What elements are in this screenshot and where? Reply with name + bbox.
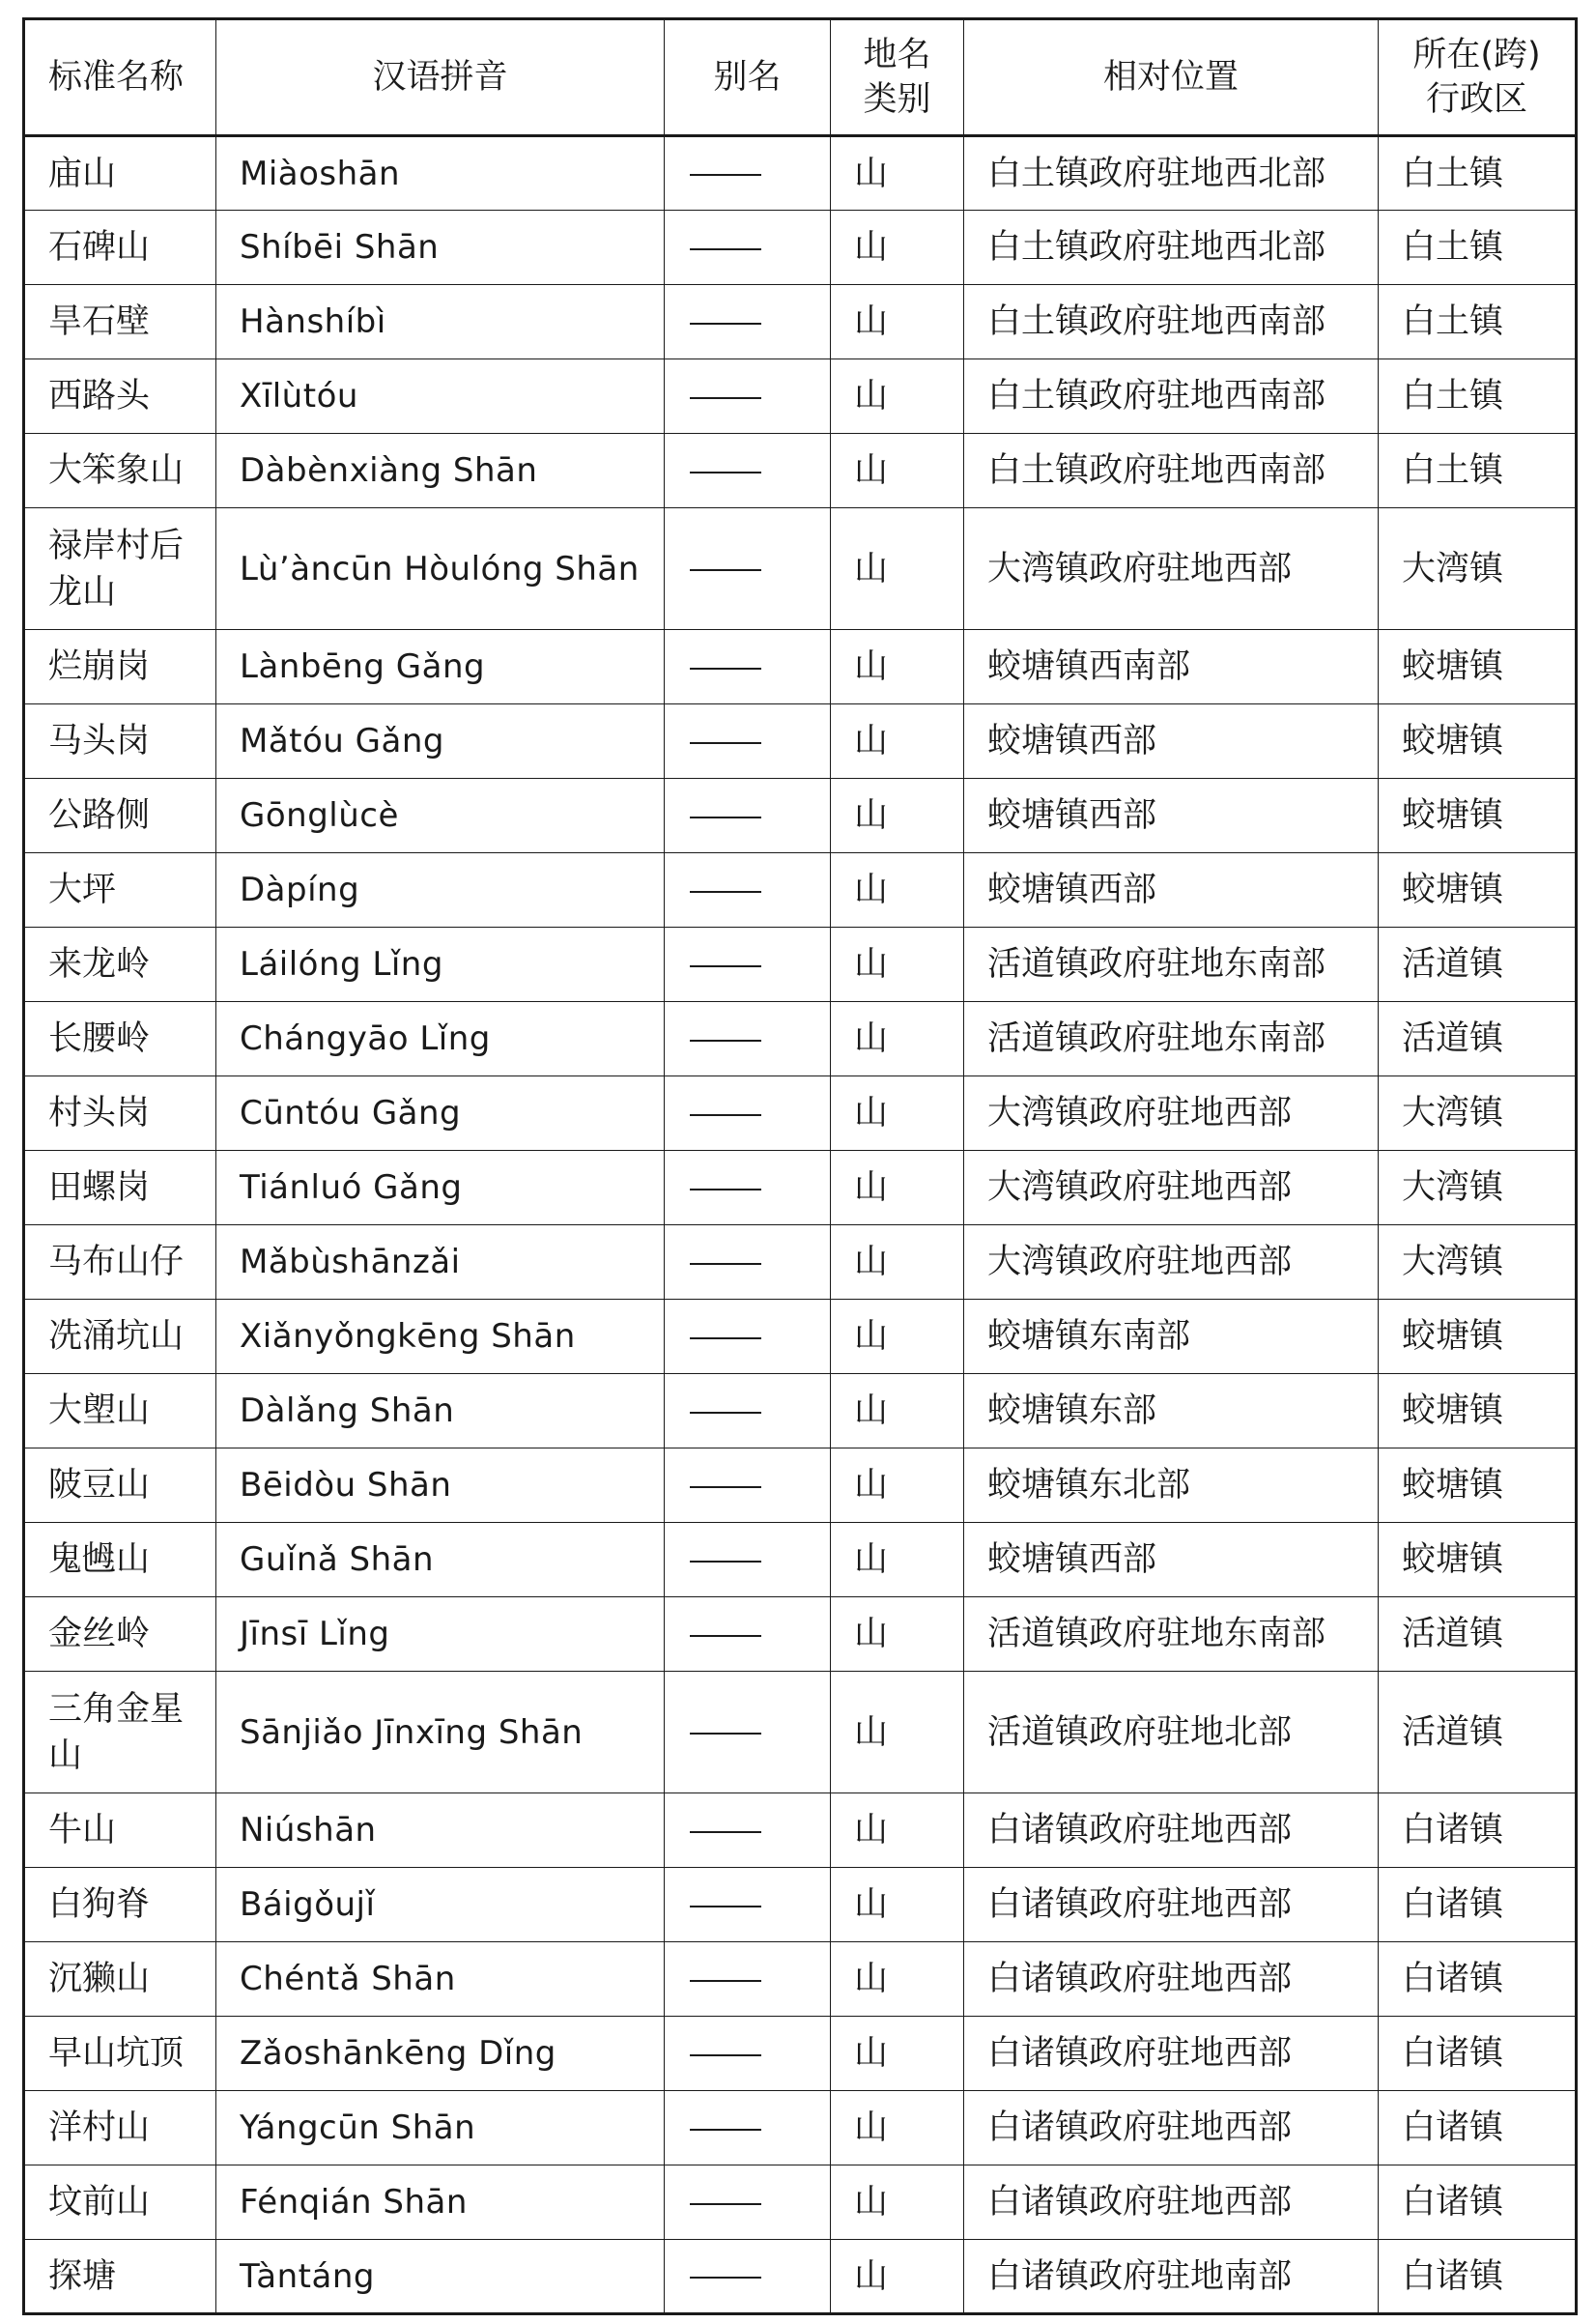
alias-dash: [690, 817, 761, 818]
cell-position: 白诸镇政府驻地南部: [964, 2240, 1379, 2314]
table-row: [24, 1300, 1577, 1374]
cell-district: 白土镇: [1379, 211, 1577, 285]
cell-position: 白诸镇政府驻地西部: [964, 1942, 1379, 2017]
cell-category: 山: [831, 1942, 964, 2017]
cell-alias: [665, 2017, 831, 2091]
header-district: [1379, 19, 1577, 136]
cell-pinyin: Lànbēng Gǎng: [216, 630, 665, 704]
cell-name: 坟前山: [24, 2165, 216, 2240]
header-position: 相对位置: [964, 19, 1379, 136]
cell-name: 陂豆山: [24, 1448, 216, 1523]
table-row: [24, 211, 1577, 285]
table-row: [24, 285, 1577, 359]
alias-dash: [690, 668, 761, 670]
cell-name: 沉獭山: [24, 1942, 216, 2017]
alias-dash: [690, 1635, 761, 1637]
cell-alias: [665, 1448, 831, 1523]
cell-position: 活道镇政府驻地东南部: [964, 1597, 1379, 1672]
cell-district: 白诸镇: [1379, 2017, 1577, 2091]
table-row: [24, 1868, 1577, 1942]
table-row: [24, 1374, 1577, 1448]
cell-alias: [665, 434, 831, 508]
header-name: 标准名称: [24, 19, 216, 136]
cell-name: 石碑山: [24, 211, 216, 285]
cell-pinyin: Yángcūn Shān: [216, 2091, 665, 2165]
table-row: [24, 1672, 1577, 1793]
cell-district: 白诸镇: [1379, 2091, 1577, 2165]
cell-position: 白诸镇政府驻地西部: [964, 2165, 1379, 2240]
alias-dash: [690, 1831, 761, 1833]
cell-position: 白土镇政府驻地西北部: [964, 136, 1379, 211]
cell-alias: [665, 704, 831, 779]
cell-category: 山: [831, 1793, 964, 1868]
cell-name: 烂崩岗: [24, 630, 216, 704]
cell-category: 山: [831, 1523, 964, 1597]
cell-district: 蛟塘镇: [1379, 704, 1577, 779]
cell-district: 大湾镇: [1379, 1225, 1577, 1300]
cell-district: 活道镇: [1379, 1597, 1577, 1672]
cell-position: 蛟塘镇西部: [964, 704, 1379, 779]
cell-pinyin: Zǎoshānkēng Dǐng: [216, 2017, 665, 2091]
cell-category: 山: [831, 1076, 964, 1151]
header-alias: 别名: [665, 19, 831, 136]
table-row: [24, 630, 1577, 704]
cell-district: 白诸镇: [1379, 1868, 1577, 1942]
cell-alias: [665, 1076, 831, 1151]
cell-alias: [665, 285, 831, 359]
cell-alias: [665, 1151, 831, 1225]
cell-district: 活道镇: [1379, 1672, 1577, 1793]
cell-name: 田螺岗: [24, 1151, 216, 1225]
cell-pinyin: Guǐnǎ Shān: [216, 1523, 665, 1597]
cell-pinyin: Dàlǎng Shān: [216, 1374, 665, 1448]
table-row: [24, 1225, 1577, 1300]
cell-name: 禄岸村后龙山: [24, 508, 216, 630]
table-row: [24, 2165, 1577, 2240]
cell-category: 山: [831, 434, 964, 508]
table-row: [24, 1942, 1577, 2017]
cell-position: 大湾镇政府驻地西部: [964, 1151, 1379, 1225]
cell-district: 活道镇: [1379, 1002, 1577, 1076]
cell-alias: [665, 136, 831, 211]
alias-dash: [690, 174, 761, 176]
table-row: [24, 1002, 1577, 1076]
cell-district: 蛟塘镇: [1379, 630, 1577, 704]
cell-position: 白土镇政府驻地西南部: [964, 359, 1379, 434]
alias-dash: [690, 1486, 761, 1488]
cell-name: 来龙岭: [24, 928, 216, 1002]
table-row: [24, 704, 1577, 779]
cell-category: 山: [831, 1151, 964, 1225]
header-category-line2: 类别: [863, 80, 931, 119]
alias-dash: [690, 472, 761, 473]
cell-position: 大湾镇政府驻地西部: [964, 1225, 1379, 1300]
alias-dash: [690, 1733, 761, 1735]
cell-category: 山: [831, 211, 964, 285]
cell-district: 大湾镇: [1379, 508, 1577, 630]
cell-district: 白诸镇: [1379, 2240, 1577, 2314]
cell-district: 白诸镇: [1379, 1942, 1577, 2017]
cell-pinyin: Mǎtóu Gǎng: [216, 704, 665, 779]
cell-district: 蛟塘镇: [1379, 853, 1577, 928]
cell-category: 山: [831, 1597, 964, 1672]
header-pinyin: 汉语拼音: [216, 19, 665, 136]
cell-district: 白诸镇: [1379, 1793, 1577, 1868]
cell-alias: [665, 211, 831, 285]
cell-category: 山: [831, 704, 964, 779]
cell-district: 蛟塘镇: [1379, 1448, 1577, 1523]
alias-dash: [690, 1189, 761, 1190]
cell-pinyin: Xiǎnyǒngkēng Shān: [216, 1300, 665, 1374]
cell-pinyin: Xīlùtóu: [216, 359, 665, 434]
cell-pinyin: Lù’àncūn Hòulóng Shān: [216, 508, 665, 630]
alias-dash: [690, 1561, 761, 1563]
cell-position: 蛟塘镇东部: [964, 1374, 1379, 1448]
cell-name: 冼涌坑山: [24, 1300, 216, 1374]
cell-pinyin: Hànshíbì: [216, 285, 665, 359]
cell-name: 长腰岭: [24, 1002, 216, 1076]
table-row: [24, 2240, 1577, 2314]
cell-category: 山: [831, 1672, 964, 1793]
table-row: [24, 779, 1577, 853]
cell-pinyin: Bēidòu Shān: [216, 1448, 665, 1523]
table-row: [24, 853, 1577, 928]
cell-pinyin: Dàbènxiàng Shān: [216, 434, 665, 508]
cell-alias: [665, 779, 831, 853]
cell-category: 山: [831, 2091, 964, 2165]
table-row: [24, 508, 1577, 630]
cell-category: 山: [831, 136, 964, 211]
alias-dash: [690, 248, 761, 250]
cell-category: 山: [831, 2165, 964, 2240]
alias-dash: [690, 891, 761, 893]
cell-district: 白土镇: [1379, 359, 1577, 434]
cell-district: 大湾镇: [1379, 1076, 1577, 1151]
cell-alias: [665, 1002, 831, 1076]
cell-category: 山: [831, 630, 964, 704]
header-district-line1: 所在(跨): [1412, 36, 1541, 74]
cell-name: 大笨象山: [24, 434, 216, 508]
cell-position: 白诸镇政府驻地西部: [964, 2091, 1379, 2165]
cell-category: 山: [831, 2240, 964, 2314]
alias-dash: [690, 965, 761, 967]
cell-category: 山: [831, 1868, 964, 1942]
cell-pinyin: Cūntóu Gǎng: [216, 1076, 665, 1151]
cell-pinyin: Shíbēi Shān: [216, 211, 665, 285]
cell-alias: [665, 1374, 831, 1448]
cell-alias: [665, 359, 831, 434]
cell-category: 山: [831, 508, 964, 630]
cell-position: 蛟塘镇西部: [964, 853, 1379, 928]
table-row: [24, 928, 1577, 1002]
alias-dash: [690, 1980, 761, 1982]
cell-category: 山: [831, 853, 964, 928]
cell-name: 金丝岭: [24, 1597, 216, 1672]
alias-dash: [690, 2277, 761, 2279]
cell-pinyin: Gōnglùcè: [216, 779, 665, 853]
cell-pinyin: Chéntǎ Shān: [216, 1942, 665, 2017]
table-row: [24, 1448, 1577, 1523]
cell-name: 庙山: [24, 136, 216, 211]
table-row: [24, 1076, 1577, 1151]
header-row: [24, 19, 1577, 136]
cell-district: 蛟塘镇: [1379, 1300, 1577, 1374]
cell-position: 白诸镇政府驻地西部: [964, 1793, 1379, 1868]
cell-district: 大湾镇: [1379, 1151, 1577, 1225]
cell-name: 大坪: [24, 853, 216, 928]
alias-dash: [690, 1337, 761, 1339]
cell-position: 蛟塘镇东北部: [964, 1448, 1379, 1523]
cell-position: 白诸镇政府驻地西部: [964, 2017, 1379, 2091]
cell-alias: [665, 2240, 831, 2314]
cell-pinyin: Tiánluó Gǎng: [216, 1151, 665, 1225]
cell-district: 白土镇: [1379, 285, 1577, 359]
cell-alias: [665, 1942, 831, 2017]
cell-name: 西路头: [24, 359, 216, 434]
cell-district: 蛟塘镇: [1379, 779, 1577, 853]
cell-position: 白诸镇政府驻地西部: [964, 1868, 1379, 1942]
cell-category: 山: [831, 1300, 964, 1374]
alias-dash: [690, 569, 761, 571]
table-row: [24, 2091, 1577, 2165]
cell-name: 白狗脊: [24, 1868, 216, 1942]
cell-name: 马头岗: [24, 704, 216, 779]
cell-name: 探塘: [24, 2240, 216, 2314]
alias-dash: [690, 397, 761, 399]
cell-position: 白土镇政府驻地西南部: [964, 285, 1379, 359]
cell-alias: [665, 1300, 831, 1374]
cell-alias: [665, 928, 831, 1002]
cell-alias: [665, 1793, 831, 1868]
cell-pinyin: Báigǒujǐ: [216, 1868, 665, 1942]
alias-dash: [690, 2203, 761, 2205]
cell-pinyin: Mǎbùshānzǎi: [216, 1225, 665, 1300]
table-row: [24, 1151, 1577, 1225]
cell-alias: [665, 1523, 831, 1597]
cell-position: 活道镇政府驻地北部: [964, 1672, 1379, 1793]
cell-position: 蛟塘镇西部: [964, 779, 1379, 853]
alias-dash: [690, 1040, 761, 1042]
cell-alias: [665, 1868, 831, 1942]
table-row: [24, 1793, 1577, 1868]
cell-alias: [665, 2165, 831, 2240]
cell-alias: [665, 853, 831, 928]
cell-district: 蛟塘镇: [1379, 1374, 1577, 1448]
cell-district: 白土镇: [1379, 136, 1577, 211]
cell-position: 白土镇政府驻地西南部: [964, 434, 1379, 508]
cell-district: 白诸镇: [1379, 2165, 1577, 2240]
cell-name: 公路侧: [24, 779, 216, 853]
table-row: [24, 434, 1577, 508]
cell-category: 山: [831, 1002, 964, 1076]
cell-district: 蛟塘镇: [1379, 1523, 1577, 1597]
cell-category: 山: [831, 1374, 964, 1448]
cell-pinyin: Sānjiǎo Jīnxīng Shān: [216, 1672, 665, 1793]
cell-alias: [665, 2091, 831, 2165]
cell-name: 鬼乸山: [24, 1523, 216, 1597]
cell-category: 山: [831, 1448, 964, 1523]
cell-category: 山: [831, 928, 964, 1002]
cell-position: 大湾镇政府驻地西部: [964, 508, 1379, 630]
alias-dash: [690, 323, 761, 325]
cell-category: 山: [831, 779, 964, 853]
cell-pinyin: Fénqián Shān: [216, 2165, 665, 2240]
place-name-table: [22, 17, 1578, 2315]
cell-name: 大塱山: [24, 1374, 216, 1448]
cell-position: 蛟塘镇西南部: [964, 630, 1379, 704]
alias-dash: [690, 2054, 761, 2056]
alias-dash: [690, 1906, 761, 1907]
cell-position: 蛟塘镇西部: [964, 1523, 1379, 1597]
cell-district: 活道镇: [1379, 928, 1577, 1002]
table-row: [24, 1597, 1577, 1672]
alias-dash: [690, 742, 761, 744]
cell-pinyin: Dàpíng: [216, 853, 665, 928]
cell-category: 山: [831, 2017, 964, 2091]
cell-name: 三角金星山: [24, 1672, 216, 1793]
cell-name: 牛山: [24, 1793, 216, 1868]
cell-pinyin: Láilóng Lǐng: [216, 928, 665, 1002]
cell-position: 蛟塘镇东南部: [964, 1300, 1379, 1374]
cell-position: 活道镇政府驻地东南部: [964, 1002, 1379, 1076]
cell-alias: [665, 630, 831, 704]
cell-name: 村头岗: [24, 1076, 216, 1151]
cell-pinyin: Jīnsī Lǐng: [216, 1597, 665, 1672]
table-row: [24, 2017, 1577, 2091]
cell-alias: [665, 1225, 831, 1300]
cell-name: 早山坑顶: [24, 2017, 216, 2091]
cell-pinyin: Chángyāo Lǐng: [216, 1002, 665, 1076]
cell-district: 白土镇: [1379, 434, 1577, 508]
cell-alias: [665, 1672, 831, 1793]
cell-name: 洋村山: [24, 2091, 216, 2165]
cell-alias: [665, 508, 831, 630]
cell-pinyin: Niúshān: [216, 1793, 665, 1868]
cell-category: 山: [831, 1225, 964, 1300]
alias-dash: [690, 1114, 761, 1116]
cell-category: 山: [831, 285, 964, 359]
cell-pinyin: Miàoshān: [216, 136, 665, 211]
alias-dash: [690, 1263, 761, 1265]
cell-position: 大湾镇政府驻地西部: [964, 1076, 1379, 1151]
table-row: [24, 1523, 1577, 1597]
cell-name: 马布山仔: [24, 1225, 216, 1300]
cell-alias: [665, 1597, 831, 1672]
cell-name: 旱石壁: [24, 285, 216, 359]
header-category-line1: 地名: [863, 36, 931, 74]
table-body: [24, 136, 1577, 2314]
cell-position: 白土镇政府驻地西北部: [964, 211, 1379, 285]
table-row: [24, 359, 1577, 434]
cell-category: 山: [831, 359, 964, 434]
table-row: [24, 136, 1577, 211]
header-district-line2: 行政区: [1425, 80, 1527, 119]
cell-pinyin: Tàntáng: [216, 2240, 665, 2314]
header-category: [831, 19, 964, 136]
cell-position: 活道镇政府驻地东南部: [964, 928, 1379, 1002]
alias-dash: [690, 2129, 761, 2131]
alias-dash: [690, 1412, 761, 1414]
